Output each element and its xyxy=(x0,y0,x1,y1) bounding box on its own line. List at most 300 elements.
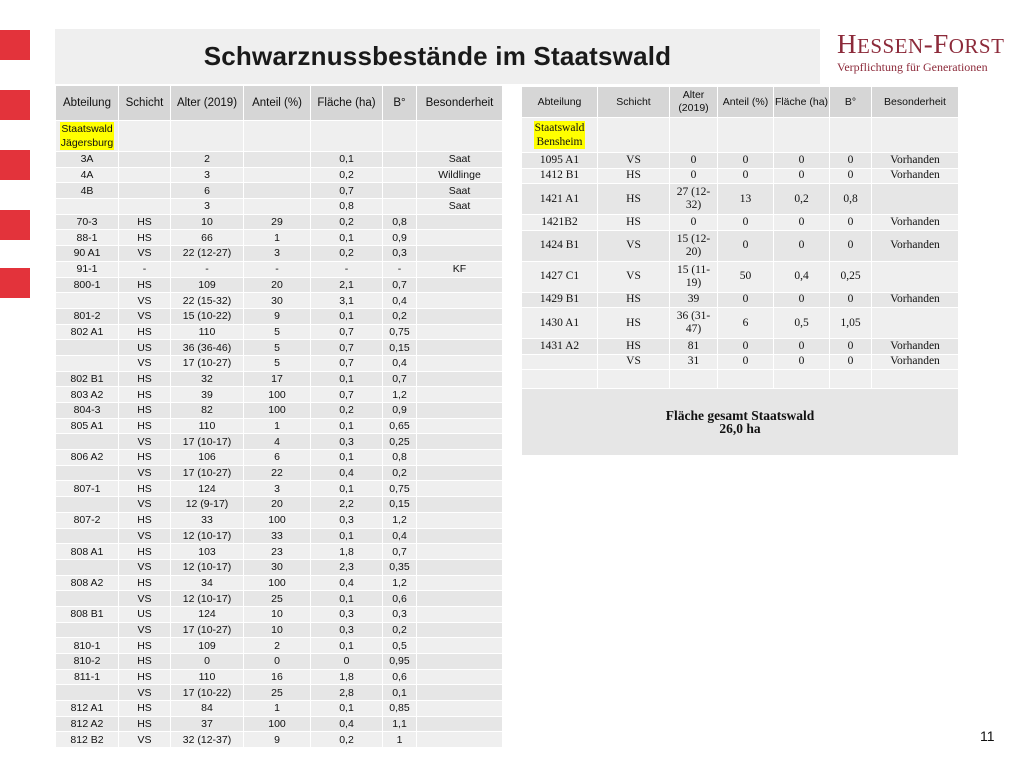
table-cell: 0 xyxy=(830,168,872,184)
table-cell: - xyxy=(383,261,417,277)
table-cell: 802 B1 xyxy=(56,371,119,387)
table-cell: VS xyxy=(598,153,670,169)
table-cell xyxy=(522,354,598,370)
table-cell xyxy=(244,167,311,183)
table-cell: 17 (10-17) xyxy=(171,434,244,450)
table-cell: 0,3 xyxy=(383,246,417,262)
table-cell: HS xyxy=(598,168,670,184)
table-cell xyxy=(417,434,503,450)
table-cell: US xyxy=(119,340,171,356)
table-cell xyxy=(56,199,119,215)
table-row xyxy=(56,293,503,309)
table-cell: 10 xyxy=(244,606,311,622)
table-row xyxy=(56,214,503,230)
table-cell: 1 xyxy=(244,230,311,246)
table-row xyxy=(56,387,503,403)
table-row xyxy=(522,215,959,231)
table-row xyxy=(56,246,503,262)
table-cell: 15 (12-20) xyxy=(670,230,718,261)
table-cell: 34 xyxy=(171,575,244,591)
table-cell: 6 xyxy=(244,450,311,466)
table-cell xyxy=(598,370,670,389)
table-cell: 12 (10-17) xyxy=(171,591,244,607)
table-cell xyxy=(383,199,417,215)
table-cell: 0,1 xyxy=(311,371,383,387)
table-cell: 1 xyxy=(383,732,417,748)
table-cell: 1,2 xyxy=(383,387,417,403)
table-cell: 0,2 xyxy=(774,184,830,215)
table-cell: Wildlinge xyxy=(417,167,503,183)
table-cell: 110 xyxy=(171,669,244,685)
table-cell: 1095 A1 xyxy=(522,153,598,169)
table-row xyxy=(522,230,959,261)
table-cell: 81 xyxy=(670,339,718,355)
table-cell xyxy=(718,370,774,389)
table-cell: 0,35 xyxy=(383,559,417,575)
table-cell: HS xyxy=(598,215,670,231)
table-cell: 0 xyxy=(171,654,244,670)
table-cell: 0,8 xyxy=(383,450,417,466)
table-cell xyxy=(56,528,119,544)
table-cell xyxy=(56,340,119,356)
table-cell xyxy=(417,544,503,560)
table-cell: 1 xyxy=(244,701,311,717)
table-row xyxy=(56,685,503,701)
table-cell: 806 A2 xyxy=(56,450,119,466)
table-cell: 0,5 xyxy=(774,308,830,339)
table-cell: HS xyxy=(598,184,670,215)
table-cell: 16 xyxy=(244,669,311,685)
table-row xyxy=(56,654,503,670)
table-cell: 1424 B1 xyxy=(522,230,598,261)
table-cell: 0,25 xyxy=(383,434,417,450)
table-cell: 0 xyxy=(774,339,830,355)
table-cell xyxy=(417,528,503,544)
table-cell: 0 xyxy=(774,153,830,169)
table-cell: 0 xyxy=(718,215,774,231)
table-cell xyxy=(417,481,503,497)
table-cell: 0,7 xyxy=(311,355,383,371)
table-cell xyxy=(417,355,503,371)
table-cell: 1427 C1 xyxy=(522,261,598,292)
table-cell: 39 xyxy=(171,387,244,403)
table-cell: 22 xyxy=(244,465,311,481)
page-number: 11 xyxy=(980,728,995,744)
table-row xyxy=(56,434,503,450)
table-cell: 0 xyxy=(718,153,774,169)
table-cell: 0,65 xyxy=(383,418,417,434)
table-cell: VS xyxy=(119,732,171,748)
table-cell: 0,75 xyxy=(383,481,417,497)
table-cell: 1,2 xyxy=(383,512,417,528)
table-cell: - xyxy=(119,261,171,277)
table-row xyxy=(56,606,503,622)
table-row xyxy=(56,371,503,387)
col-header: Besonderheit xyxy=(872,87,959,118)
table-cell: 810-2 xyxy=(56,654,119,670)
table-cell xyxy=(417,450,503,466)
table-cell: 0 xyxy=(774,354,830,370)
table-row xyxy=(56,355,503,371)
table-cell: HS xyxy=(119,277,171,293)
table-cell: Vorhanden xyxy=(872,292,959,308)
table-cell: 803 A2 xyxy=(56,387,119,403)
table-cell: 811-1 xyxy=(56,669,119,685)
table-cell: 0,9 xyxy=(383,403,417,419)
table-cell xyxy=(417,638,503,654)
table-cell: 6 xyxy=(171,183,244,199)
table-cell: 12 (10-17) xyxy=(171,559,244,575)
table-cell: HS xyxy=(119,403,171,419)
red-accent-bar xyxy=(0,30,30,60)
table-cell xyxy=(417,293,503,309)
table-cell: 810-1 xyxy=(56,638,119,654)
table-cell: 100 xyxy=(244,512,311,528)
table-cell: HS xyxy=(119,387,171,403)
table-cell: 0 xyxy=(774,215,830,231)
table-cell: 109 xyxy=(171,277,244,293)
table-cell: 12 (9-17) xyxy=(171,497,244,513)
table-cell: KF xyxy=(417,261,503,277)
section-row xyxy=(56,121,503,152)
table-cell: HS xyxy=(119,701,171,717)
table-cell: 91-1 xyxy=(56,261,119,277)
table-cell: 5 xyxy=(244,355,311,371)
table-cell: 0,1 xyxy=(311,308,383,324)
table-cell: 0 xyxy=(774,168,830,184)
table-cell xyxy=(417,403,503,419)
section-label: Staatswald Jägersburg xyxy=(60,123,114,149)
table-cell: 27 (12-32) xyxy=(670,184,718,215)
section-label: Staatswald Bensheim xyxy=(534,122,585,148)
table-cell: Vorhanden xyxy=(872,215,959,231)
table-cell: HS xyxy=(119,324,171,340)
table-row xyxy=(522,354,959,370)
table-cell: 9 xyxy=(244,732,311,748)
table-cell: 0 xyxy=(774,230,830,261)
table-cell xyxy=(417,497,503,513)
table-cell xyxy=(417,465,503,481)
table-cell: VS xyxy=(119,465,171,481)
table-cell: 0 xyxy=(311,654,383,670)
table-row xyxy=(56,575,503,591)
table-cell: 805 A1 xyxy=(56,418,119,434)
table-cell: HS xyxy=(598,292,670,308)
table-cell: 0,1 xyxy=(311,528,383,544)
table-cell: VS xyxy=(598,261,670,292)
table-row xyxy=(56,732,503,748)
table-cell: 13 xyxy=(718,184,774,215)
table-cell: 106 xyxy=(171,450,244,466)
table-cell xyxy=(417,340,503,356)
col-header: B° xyxy=(383,86,417,121)
table-cell: 0,2 xyxy=(311,403,383,419)
bensheim-table xyxy=(521,86,959,456)
table-cell: 0,9 xyxy=(383,230,417,246)
table-cell xyxy=(56,591,119,607)
table-cell: 0,2 xyxy=(383,465,417,481)
table-cell: 0,3 xyxy=(311,434,383,450)
table-cell: 3 xyxy=(244,481,311,497)
table-cell xyxy=(872,370,959,389)
table-cell xyxy=(774,370,830,389)
table-cell xyxy=(417,246,503,262)
table-row xyxy=(56,403,503,419)
table-cell: 33 xyxy=(244,528,311,544)
table-cell xyxy=(383,183,417,199)
table-cell: 0 xyxy=(670,168,718,184)
table-cell xyxy=(244,183,311,199)
table-cell: 0,7 xyxy=(311,340,383,356)
table-header-row xyxy=(56,86,503,121)
table-cell: 0 xyxy=(718,230,774,261)
table-cell: 88-1 xyxy=(56,230,119,246)
table-cell xyxy=(417,701,503,717)
table-cell: Saat xyxy=(417,183,503,199)
table-cell: 0,7 xyxy=(383,544,417,560)
table-cell xyxy=(417,654,503,670)
table-cell xyxy=(830,370,872,389)
table-cell xyxy=(522,370,598,389)
col-header: Abteilung xyxy=(522,87,598,118)
table-cell: 0,3 xyxy=(311,512,383,528)
table-cell: 0,5 xyxy=(383,638,417,654)
table-cell: 32 xyxy=(171,371,244,387)
table-cell: 100 xyxy=(244,387,311,403)
table-cell: 109 xyxy=(171,638,244,654)
table-cell xyxy=(383,152,417,168)
table-cell: 103 xyxy=(171,544,244,560)
table-cell: 0 xyxy=(830,339,872,355)
table-cell xyxy=(417,512,503,528)
table-cell: 90 A1 xyxy=(56,246,119,262)
table-cell xyxy=(383,167,417,183)
table-cell: 0,2 xyxy=(311,214,383,230)
table-cell: 82 xyxy=(171,403,244,419)
table-cell: 10 xyxy=(244,622,311,638)
table-row xyxy=(56,559,503,575)
table-row xyxy=(56,481,503,497)
table-cell: Vorhanden xyxy=(872,230,959,261)
table-cell: 70-3 xyxy=(56,214,119,230)
table-cell: 84 xyxy=(171,701,244,717)
table-cell: 0,25 xyxy=(830,261,872,292)
col-header: Schicht xyxy=(119,86,171,121)
table-cell: 0,4 xyxy=(383,293,417,309)
table-cell: HS xyxy=(119,512,171,528)
table-cell: 0 xyxy=(670,153,718,169)
table-row xyxy=(522,308,959,339)
table-row xyxy=(56,622,503,638)
logo-wordmark: HESSEN-FORST xyxy=(837,29,1005,59)
table-cell: 0 xyxy=(718,354,774,370)
table-cell: 17 (10-27) xyxy=(171,622,244,638)
table-cell: 0,1 xyxy=(311,418,383,434)
table-cell xyxy=(244,199,311,215)
table-cell: 0,2 xyxy=(311,167,383,183)
table-cell: 3A xyxy=(56,152,119,168)
table-cell: VS xyxy=(119,685,171,701)
table-cell: 804-3 xyxy=(56,403,119,419)
table-cell: 0 xyxy=(774,292,830,308)
table-row xyxy=(56,512,503,528)
table-cell: VS xyxy=(119,497,171,513)
table-cell: 0 xyxy=(718,292,774,308)
table-cell: 0,7 xyxy=(311,387,383,403)
logo-slogan: Verpflichtung für Generationen xyxy=(837,60,988,74)
table-cell: 0,6 xyxy=(383,591,417,607)
table-cell: HS xyxy=(119,544,171,560)
table-cell: 30 xyxy=(244,559,311,575)
section-label-cell xyxy=(56,121,119,152)
table-cell: VS xyxy=(119,622,171,638)
table-cell: 0,2 xyxy=(311,246,383,262)
table-row xyxy=(56,528,503,544)
table-cell: 4A xyxy=(56,167,119,183)
table-cell: 808 A1 xyxy=(56,544,119,560)
table-cell: 0,15 xyxy=(383,497,417,513)
table-cell: Vorhanden xyxy=(872,153,959,169)
table-cell: 5 xyxy=(244,340,311,356)
table-cell: 30 xyxy=(244,293,311,309)
table-cell xyxy=(119,199,171,215)
table-cell: 0,4 xyxy=(774,261,830,292)
table-cell xyxy=(417,591,503,607)
table-row xyxy=(56,340,503,356)
col-header: Anteil (%) xyxy=(718,87,774,118)
table-cell xyxy=(56,293,119,309)
table-cell: 17 (10-22) xyxy=(171,685,244,701)
table-cell: Vorhanden xyxy=(872,354,959,370)
table-cell: 1,8 xyxy=(311,544,383,560)
table-row xyxy=(56,152,503,168)
table-cell: 22 (12-27) xyxy=(171,246,244,262)
total-label: Fläche gesamt Staatswald xyxy=(665,408,815,423)
total-value: 26,0 ha xyxy=(719,421,761,436)
col-header: Besonderheit xyxy=(417,86,503,121)
table-cell xyxy=(244,152,311,168)
table-cell: 6 xyxy=(718,308,774,339)
table-cell xyxy=(417,371,503,387)
table-cell: 36 (31-47) xyxy=(670,308,718,339)
table-cell: 0 xyxy=(830,230,872,261)
table-cell: 0,1 xyxy=(311,481,383,497)
table-cell: 3,1 xyxy=(311,293,383,309)
table-cell: 2,1 xyxy=(311,277,383,293)
table-cell: Vorhanden xyxy=(872,339,959,355)
table-cell xyxy=(56,685,119,701)
table-cell: VS xyxy=(119,355,171,371)
table-cell: 1431 A2 xyxy=(522,339,598,355)
table-cell: 2 xyxy=(171,152,244,168)
table-cell: 17 (10-27) xyxy=(171,465,244,481)
table-cell: VS xyxy=(119,434,171,450)
table-cell: 0,85 xyxy=(383,701,417,717)
table-cell: 807-2 xyxy=(56,512,119,528)
table-cell: Saat xyxy=(417,152,503,168)
table-cell: 2,3 xyxy=(311,559,383,575)
table-cell: 0,7 xyxy=(311,324,383,340)
table-row xyxy=(522,168,959,184)
table-cell: 2,8 xyxy=(311,685,383,701)
table-cell: 124 xyxy=(171,481,244,497)
table-cell: 39 xyxy=(670,292,718,308)
table-cell: VS xyxy=(598,354,670,370)
table-row xyxy=(522,370,959,389)
table-cell: 66 xyxy=(171,230,244,246)
table-cell: 0,8 xyxy=(383,214,417,230)
table-cell: HS xyxy=(119,716,171,732)
table-cell: 22 (15-32) xyxy=(171,293,244,309)
table-cell xyxy=(417,559,503,575)
table-cell: HS xyxy=(119,450,171,466)
table-cell xyxy=(119,152,171,168)
table-cell: 0,4 xyxy=(383,355,417,371)
table-cell: 0,2 xyxy=(383,308,417,324)
col-header: Alter (2019) xyxy=(171,86,244,121)
table-row xyxy=(56,230,503,246)
table-cell: 0 xyxy=(718,168,774,184)
table-cell xyxy=(417,324,503,340)
table-cell: 0 xyxy=(830,215,872,231)
table-cell: 37 xyxy=(171,716,244,732)
table-cell: 0 xyxy=(830,292,872,308)
table-cell: 0,1 xyxy=(311,450,383,466)
table-cell: 1,1 xyxy=(383,716,417,732)
table-cell: VS xyxy=(119,246,171,262)
table-cell: 110 xyxy=(171,418,244,434)
table-cell: 3 xyxy=(171,199,244,215)
table-cell: HS xyxy=(119,481,171,497)
table-cell: HS xyxy=(119,418,171,434)
table-row xyxy=(522,261,959,292)
table-cell: 0,4 xyxy=(311,716,383,732)
table-cell: HS xyxy=(119,575,171,591)
table-cell: HS xyxy=(598,308,670,339)
table-cell xyxy=(872,261,959,292)
table-row xyxy=(56,308,503,324)
section-label-cell xyxy=(522,118,598,153)
table-cell: 0,3 xyxy=(311,622,383,638)
table-cell: 9 xyxy=(244,308,311,324)
table-cell: 0,1 xyxy=(311,152,383,168)
section-row xyxy=(522,118,959,153)
table-cell: 802 A1 xyxy=(56,324,119,340)
table-cell xyxy=(417,308,503,324)
red-accent-bar xyxy=(0,210,30,240)
table-cell: 0,6 xyxy=(383,669,417,685)
table-cell: 812 A1 xyxy=(56,701,119,717)
table-cell xyxy=(417,716,503,732)
table-cell: 800-1 xyxy=(56,277,119,293)
table-cell: 0 xyxy=(670,215,718,231)
table-cell: 0,15 xyxy=(383,340,417,356)
table-cell xyxy=(56,622,119,638)
table-cell: 15 (11-19) xyxy=(670,261,718,292)
table-cell: 0,1 xyxy=(311,230,383,246)
table-cell: VS xyxy=(119,293,171,309)
table-row xyxy=(56,199,503,215)
table-row xyxy=(56,591,503,607)
table-cell: Vorhanden xyxy=(872,168,959,184)
table-cell: VS xyxy=(119,308,171,324)
col-header: Schicht xyxy=(598,87,670,118)
table-cell xyxy=(56,465,119,481)
table-cell: 0,4 xyxy=(311,575,383,591)
table-cell: 1421 A1 xyxy=(522,184,598,215)
table-cell: 15 (10-22) xyxy=(171,308,244,324)
table-cell: 3 xyxy=(244,246,311,262)
